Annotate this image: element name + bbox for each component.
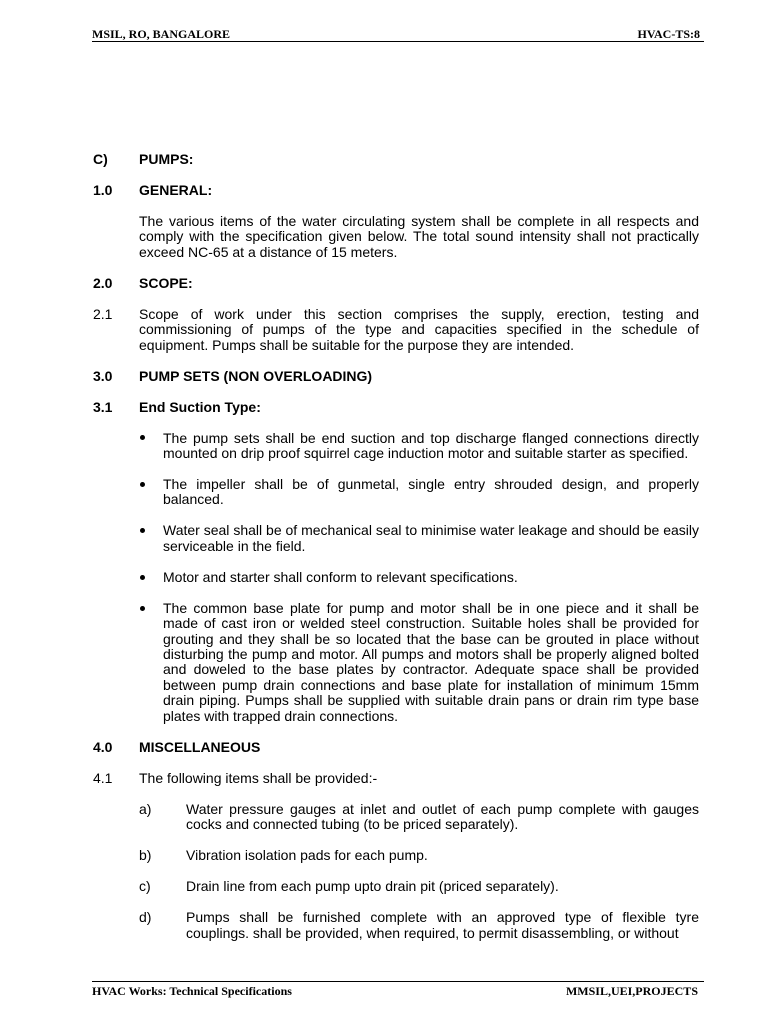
document-body bbox=[93, 152, 699, 941]
header-org: MSIL, RO, BANGALORE bbox=[92, 27, 231, 41]
list-item-text: Vibration isolation pads for each pump. bbox=[186, 847, 428, 864]
scope-title: SCOPE: bbox=[139, 274, 193, 291]
general-paragraph bbox=[93, 214, 699, 260]
section-number: C) bbox=[93, 151, 108, 167]
scope-number: 2.0 bbox=[93, 274, 113, 291]
misc-clause bbox=[93, 771, 699, 786]
section-title: PUMPS: bbox=[139, 151, 194, 167]
misc-clause-text: The following items shall be provided:- bbox=[139, 769, 378, 786]
header-doc-code: HVAC-TS:8 bbox=[637, 27, 700, 41]
list-item bbox=[139, 523, 699, 554]
footer-org: MMSIL,UEI,PROJECTS bbox=[565, 984, 698, 998]
bullet-icon bbox=[139, 523, 163, 554]
bullet-text: The common base plate for pump and motor shall be in one piece and it shall be made of cast iron or welded steel construction. Suitable holes shall be provided for grouting and they shall be so located that the base can be grouted in place without disturbing the pump and motor. All pumps and motors shall be properly aligned bolted and doweled to the base plates by contractor. Adequate space shall be provided between pump drain connections and base plate for installation of minimum 15mm drain piping. Pumps shall be supplied with suitable drain pans or drain rim type base plates with trapped drain connections. bbox=[163, 599, 699, 724]
list-item bbox=[139, 601, 699, 724]
general-title: GENERAL: bbox=[139, 182, 213, 198]
end-suction-number: 3.1 bbox=[93, 398, 113, 415]
misc-heading bbox=[93, 740, 699, 755]
list-item-label: b) bbox=[139, 847, 152, 864]
list-item-label: a) bbox=[139, 800, 152, 817]
list-item-text: Water pressure gauges at inlet and outlet of each pump complete with gauges cocks and connected tubing (to be priced separately). bbox=[186, 800, 699, 833]
list-item bbox=[139, 431, 699, 462]
pumpsets-heading bbox=[93, 369, 699, 384]
page-header bbox=[92, 27, 704, 42]
general-heading bbox=[93, 183, 699, 198]
bullet-icon bbox=[139, 431, 163, 462]
bullet-text: Motor and starter shall conform to relevant specifications. bbox=[163, 568, 518, 585]
bullet-icon bbox=[139, 477, 163, 508]
pumpsets-title: PUMP SETS (NON OVERLOADING) bbox=[139, 367, 373, 384]
list-item bbox=[139, 848, 699, 863]
list-item bbox=[139, 570, 699, 585]
misc-number: 4.0 bbox=[93, 738, 113, 755]
list-item-label: c) bbox=[139, 878, 151, 895]
list-item-text: Drain line from each pump upto drain pit (priced separately). bbox=[186, 878, 559, 895]
bullet-text: The impeller shall be of gunmetal, single entry shrouded design, and properly balanced. bbox=[163, 476, 699, 508]
list-item bbox=[139, 802, 699, 833]
end-suction-heading bbox=[93, 400, 699, 415]
general-text: The various items of the water circulating system shall be complete in all respects and comply with the specification given below. The total sound intensity shall not practically exceed NC-65 at a distance of 15 meters. bbox=[139, 213, 699, 260]
list-item bbox=[139, 477, 699, 508]
bullet-text: The pump sets shall be end suction and top discharge flanged connections directly mounted on drip proof squirrel cage induction motor and suitable starter as specified. bbox=[163, 429, 699, 462]
misc-clause-number: 4.1 bbox=[93, 769, 113, 786]
scope-heading bbox=[93, 276, 699, 291]
footer-doc-title: HVAC Works: Technical Specifications bbox=[92, 984, 292, 998]
scope-clause-number: 2.1 bbox=[93, 305, 113, 322]
end-suction-title: End Suction Type: bbox=[139, 398, 261, 415]
bullet-text: Water seal shall be of mechanical seal to minimise water leakage and should be easily serviceable in the field. bbox=[163, 522, 699, 554]
list-item bbox=[139, 910, 699, 941]
pumpsets-number: 3.0 bbox=[93, 367, 113, 384]
bullet-icon bbox=[139, 570, 163, 585]
list-item bbox=[139, 879, 699, 894]
page-footer bbox=[92, 981, 704, 999]
bullet-icon bbox=[139, 601, 163, 724]
list-item-text: Pumps shall be furnished complete with an approved type of flexible tyre couplings. shall be provided, when required, to permit disassembling, or without bbox=[186, 909, 699, 941]
scope-clause-text: Scope of work under this section comprises the supply, erection, testing and commissioning of pumps of the type and capacities specified in the schedule of equipment. Pumps shall be suitable for the purpose they are intended. bbox=[139, 305, 699, 353]
scope-clause bbox=[93, 307, 699, 353]
misc-title: MISCELLANEOUS bbox=[139, 738, 261, 755]
list-item-label: d) bbox=[139, 909, 152, 926]
general-number: 1.0 bbox=[93, 182, 113, 198]
section-heading bbox=[93, 152, 699, 167]
